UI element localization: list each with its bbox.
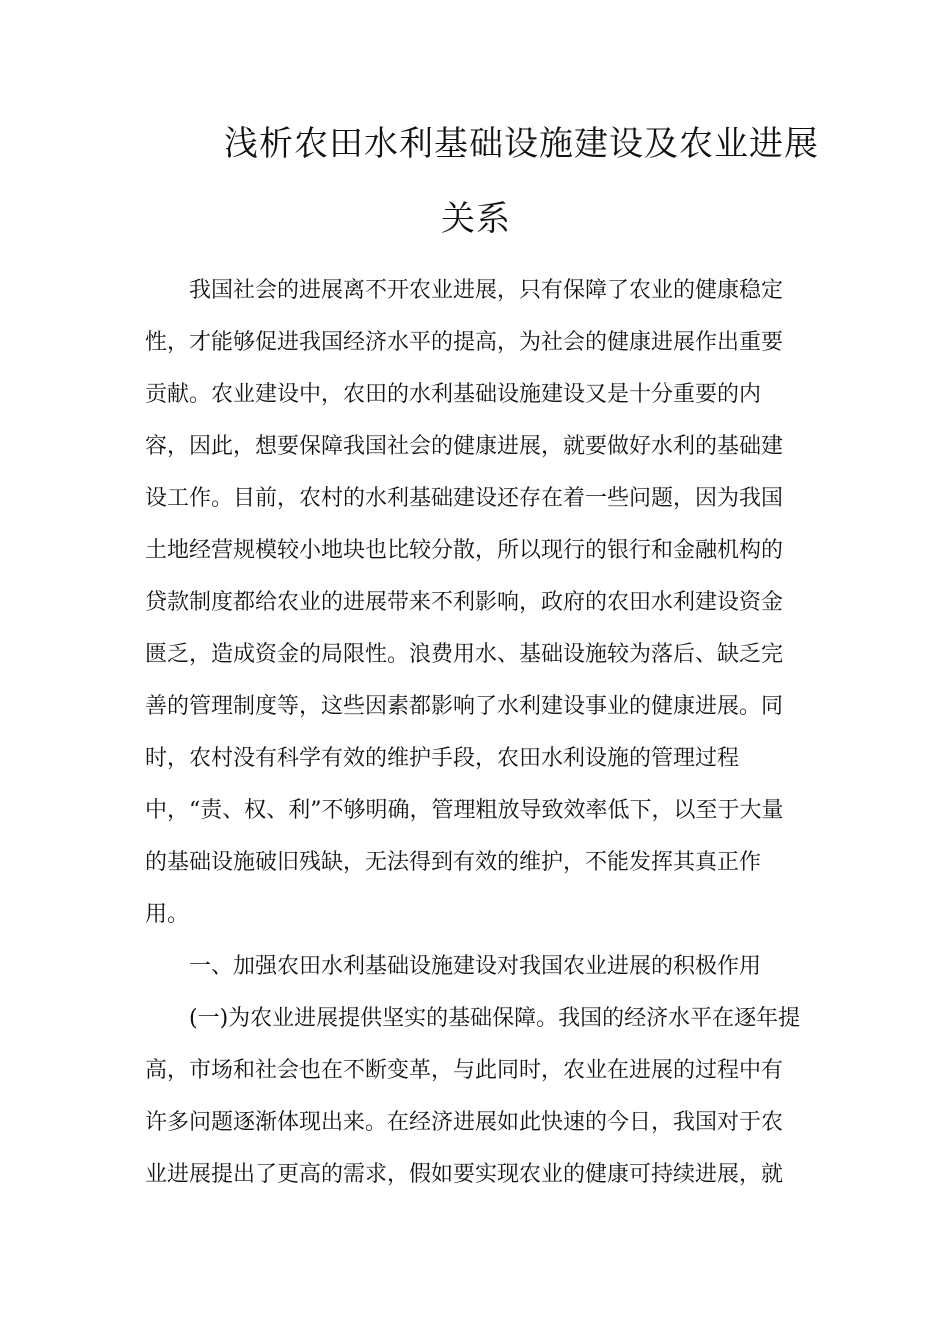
body-text-line: 性，才能够促进我国经济水平的提高，为社会的健康进展作出重要: [145, 330, 784, 355]
body-text-line: 善的管理制度等，这些因素都影响了水利建设事业的健康进展。同: [145, 694, 784, 719]
body-text-line: (一)为农业进展提供坚实的基础保障。我国的经济水平在逐年提: [145, 1006, 801, 1031]
body-text-line: 许多问题逐渐体现出来。在经济进展如此快速的今日，我国对于农: [145, 1110, 784, 1135]
body-text-line: 匮乏，造成资金的局限性。浪费用水、基础设施较为落后、缺乏完: [145, 642, 784, 667]
body-text-line: 贷款制度都给农业的进展带来不利影响，政府的农田水利建设资金: [145, 590, 784, 615]
body-text-line: 高，市场和社会也在不断变革，与此同时，农业在进展的过程中有: [145, 1058, 784, 1083]
body-text-line: 容，因此，想要保障我国社会的健康进展，就要做好水利的基础建: [145, 434, 784, 459]
section-heading: 一、加强农田水利基础设施建设对我国农业进展的积极作用: [145, 954, 762, 979]
body-text-line: 时，农村没有科学有效的维护手段，农田水利设施的管理过程: [145, 746, 740, 771]
body-text-line: 土地经营规模较小地块也比较分散，所以现行的银行和金融机构的: [145, 538, 784, 563]
body-text-line: 设工作。目前，农村的水利基础建设还存在着一些问题，因为我国: [145, 486, 784, 511]
document-title-line-2: 关系: [441, 199, 511, 239]
body-text-line: 中，“责、权、利”不够明确，管理粗放导致效率低下，以至于大量: [145, 798, 784, 823]
body-text-line: 业进展提出了更高的需求，假如要实现农业的健康可持续进展，就: [145, 1162, 784, 1187]
body-text-line: 我国社会的进展离不开农业进展，只有保障了农业的健康稳定: [145, 278, 784, 303]
body-text-line: 贡献。农业建设中，农田的水利基础设施建设又是十分重要的内: [145, 382, 762, 407]
body-text-line: 用。: [145, 902, 190, 927]
body-text-line: 的基础设施破旧残缺，无法得到有效的维护，不能发挥其真正作: [145, 850, 762, 875]
document-title-line-1: 浅析农田水利基础设施建设及农业进展: [224, 124, 819, 164]
